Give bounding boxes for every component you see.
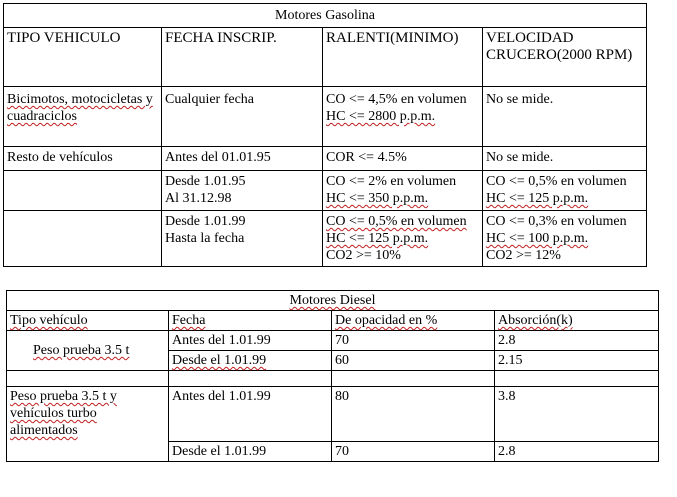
cell-line: HC <= 125 p.p.m.: [486, 191, 589, 206]
cell-text: Peso prueba 3.5 t y vehículos turbo alimentados: [10, 389, 117, 438]
header-text: De opacidad en %: [335, 313, 438, 328]
cell-fecha: [162, 211, 323, 267]
table-row: [7, 331, 659, 351]
cell-fecha: [162, 87, 323, 147]
gasoline-table-title: Motores Gasolina: [4, 4, 647, 28]
table-row: [4, 87, 647, 147]
cell-line: Cualquier fecha: [165, 92, 255, 107]
cell-fecha: [162, 147, 323, 171]
header-fecha-inscrip: FECHA INSCRIP.: [162, 28, 323, 87]
header-absorcion: [495, 311, 659, 331]
diesel-title-text: Motores Diesel: [289, 293, 376, 308]
cell-line: Hasta la fecha: [165, 231, 245, 246]
cell-absorcion: 3.8: [495, 387, 659, 442]
table-row: [4, 147, 647, 171]
cell-crucero: [483, 211, 647, 267]
cell-fecha: Antes del 1.01.99: [169, 387, 332, 442]
diesel-header-row: [7, 311, 659, 331]
cell-line: CO <= 0,5% en volumen: [486, 174, 627, 189]
cell-line: Desde 1.01.95: [165, 174, 246, 189]
spacer-cell: [495, 371, 659, 387]
table-row: [7, 387, 659, 442]
cell-fecha: [162, 171, 323, 211]
cell-line: CO <= 2% en volumen: [326, 174, 457, 189]
header-opacidad: [332, 311, 495, 331]
cell-tipo: [7, 387, 169, 462]
cell-line: No se mide.: [486, 150, 554, 165]
cell-line: CO <= 4,5% en volumen: [326, 92, 467, 107]
cell-opacidad: 70: [332, 442, 495, 462]
cell-opacidad: 80: [332, 387, 495, 442]
cell-absorcion: 2.8: [495, 331, 659, 351]
cell-line: HC <= 2800 p.p.m.: [326, 109, 436, 124]
cell-text: Desde el 1.01.99: [172, 353, 267, 368]
header-text: Tipo vehículo: [10, 313, 88, 328]
header-text: Fecha: [172, 313, 206, 328]
cell-crucero: [483, 171, 647, 211]
table-row: [4, 171, 647, 211]
cell-ralenti: [323, 147, 483, 171]
cell-line: CO <= 0,5% en volumen: [326, 214, 467, 229]
diesel-engines-table: [6, 290, 659, 462]
header-tipo-vehiculo: [7, 311, 169, 331]
cell-tipo: Resto de vehículos: [4, 147, 162, 171]
cell-line: CO2 >= 12%: [486, 248, 561, 263]
header-velocidad-crucero: VELOCIDAD CRUCERO(2000 RPM): [483, 28, 647, 87]
cell-tipo: [7, 331, 169, 371]
spacer-cell: [169, 371, 332, 387]
cell-tipo: [4, 211, 162, 267]
cell-line: CO2 >= 10%: [326, 248, 401, 263]
spacer-row: [7, 371, 659, 387]
table-row: [4, 211, 647, 267]
header-fecha: [169, 311, 332, 331]
cell-ralenti: [323, 211, 483, 267]
cell-absorcion: 2.8: [495, 442, 659, 462]
header-text: Absorción(k): [498, 313, 573, 328]
gasoline-engines-table: [3, 3, 647, 267]
cell-tipo: [4, 171, 162, 211]
cell-line: HC <= 100 p.p.m.: [486, 231, 589, 246]
spacer-cell: [7, 371, 169, 387]
cell-line: Al 31.12.98: [165, 191, 232, 206]
cell-text: Peso prueba 3.5 t: [33, 343, 130, 358]
diesel-table-title: [7, 291, 659, 311]
cell-line: Antes del 01.01.95: [165, 150, 271, 165]
cell-line: No se mide.: [486, 92, 554, 107]
gasoline-header-row: [4, 28, 647, 87]
cell-absorcion: 2.15: [495, 351, 659, 371]
cell-line: Desde 1.01.99: [165, 214, 246, 229]
cell-text: Bicimotos, motocicletas y cuadraciclos: [7, 92, 153, 124]
cell-opacidad: 70: [332, 331, 495, 351]
cell-ralenti: [323, 87, 483, 147]
cell-fecha: [169, 351, 332, 371]
spacer-cell: [332, 371, 495, 387]
cell-line: HC <= 125 p.p.m.: [326, 231, 429, 246]
cell-crucero: [483, 147, 647, 171]
cell-crucero: [483, 87, 647, 147]
cell-line: COR <= 4.5%: [326, 150, 407, 165]
cell-tipo: [4, 87, 162, 147]
header-ralenti: RALENTI(MINIMO): [323, 28, 483, 87]
cell-ralenti: [323, 171, 483, 211]
cell-fecha: Desde el 1.01.99: [169, 442, 332, 462]
cell-line: CO <= 0,3% en volumen: [486, 214, 627, 229]
header-tipo-vehiculo: TIPO VEHICULO: [4, 28, 162, 87]
cell-opacidad: 60: [332, 351, 495, 371]
cell-line: HC <= 350 p.p.m.: [326, 191, 429, 206]
cell-fecha: Antes del 1.01.99: [169, 331, 332, 351]
